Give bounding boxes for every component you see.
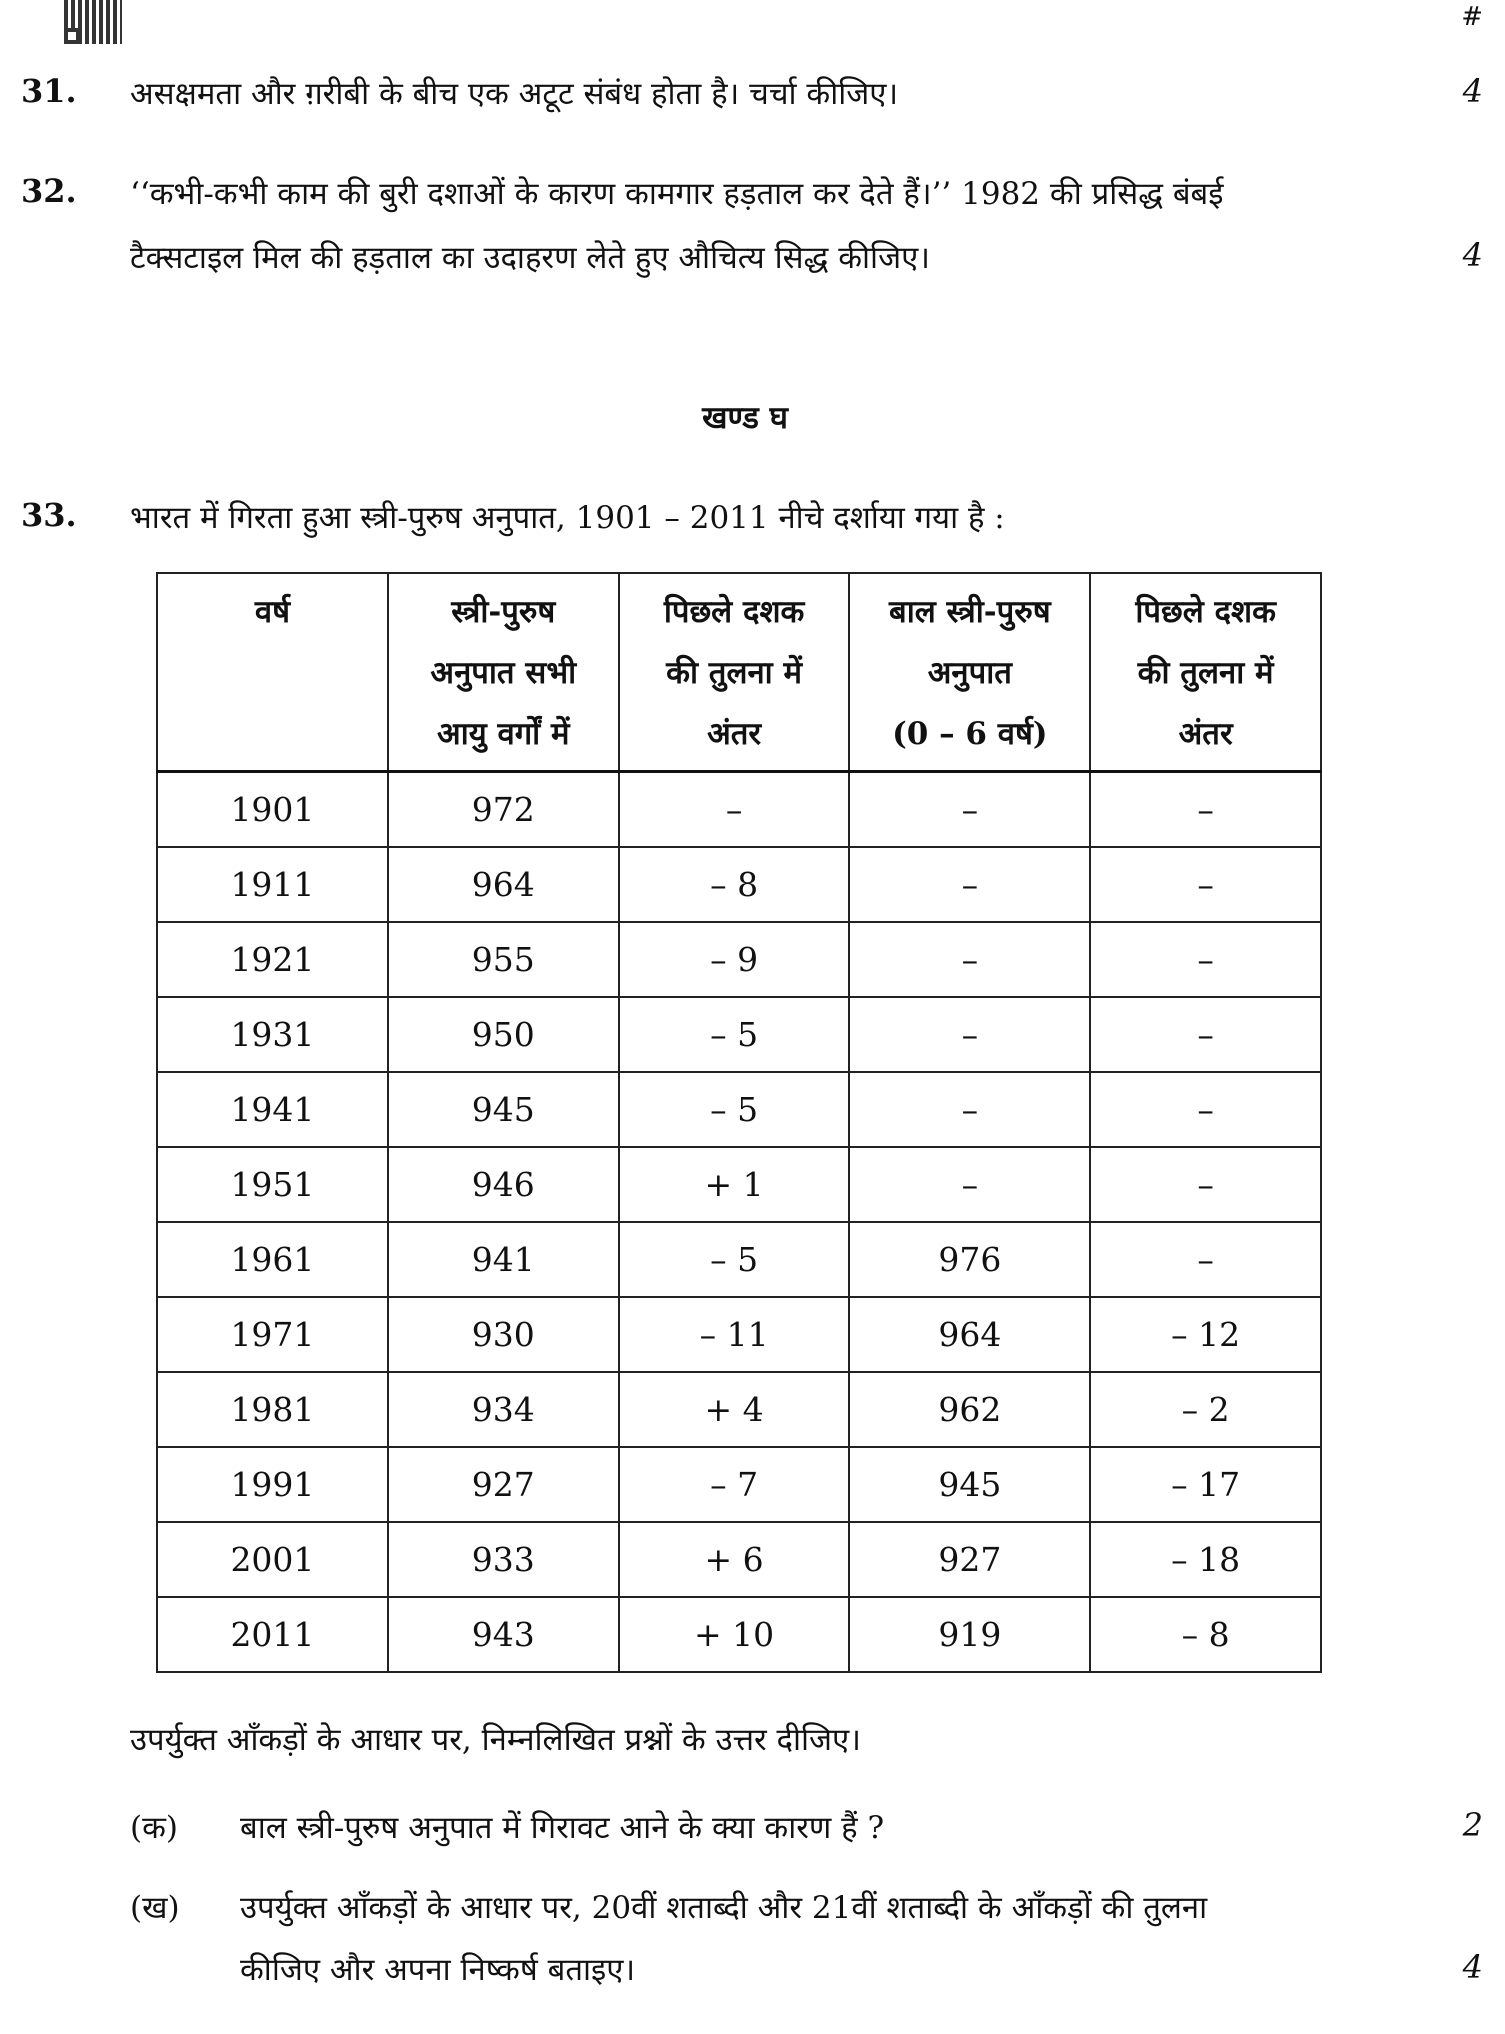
cell-sex-ratio: 934 [388, 1372, 619, 1447]
question-number: 33. [21, 496, 77, 534]
subquestion-marks: 4 [1462, 1948, 1483, 1986]
cell-sex-ratio: 941 [388, 1222, 619, 1297]
cell-sex-ratio: 943 [388, 1597, 619, 1672]
cell-child-decadal-change: – [1090, 997, 1321, 1072]
header-line: अनुपात सभी [430, 655, 577, 691]
table-row [157, 1522, 1321, 1597]
cell-child-sex-ratio: 964 [849, 1297, 1090, 1372]
cell-child-decadal-change: – 12 [1090, 1297, 1321, 1372]
cell-decadal-change: – 11 [619, 1297, 850, 1372]
cell-decadal-change: + 6 [619, 1522, 850, 1597]
cell-year: 1971 [157, 1297, 388, 1372]
cell-child-sex-ratio: – [849, 1072, 1090, 1147]
cell-year: 2011 [157, 1597, 388, 1672]
cell-sex-ratio: 927 [388, 1447, 619, 1522]
cell-child-sex-ratio: 962 [849, 1372, 1090, 1447]
cell-child-decadal-change: – [1090, 1222, 1321, 1297]
question-text-line-1: ‘‘कभी-कभी काम की बुरी दशाओं के कारण कामगार हड़ताल कर देते हैं।’’ 1982 की प्रसिद्ध बंबई [130, 176, 1224, 212]
cell-child-sex-ratio: 927 [849, 1522, 1090, 1597]
sub-prompt: उपर्युक्त आँकड़ों के आधार पर, निम्नलिखित प्रश्नों के उत्तर दीजिए। [130, 1722, 861, 1758]
question-marks: 4 [1462, 72, 1483, 110]
table-row [157, 1297, 1321, 1372]
question-intro: भारत में गिरता हुआ स्त्री-पुरुष अनुपात, 1901 – 2011 नीचे दर्शाया गया है : [130, 500, 1005, 536]
question-text-line-2: टैक्सटाइल मिल की हड़ताल का उदाहरण लेते हुए औचित्य सिद्ध कीजिए। [130, 240, 930, 276]
cell-child-sex-ratio: – [849, 922, 1090, 997]
table-row [157, 1147, 1321, 1222]
cell-decadal-change: – 9 [619, 922, 850, 997]
subquestion-text-line-1: उपर्युक्त आँकड़ों के आधार पर, 20वीं शताब्दी और 21वीं शताब्दी के आँकड़ों की तुलना [240, 1890, 1208, 1926]
cell-year: 1911 [157, 847, 388, 922]
cell-child-decadal-change: – 8 [1090, 1597, 1321, 1672]
cell-child-decadal-change: – [1090, 1147, 1321, 1222]
cell-sex-ratio: 955 [388, 922, 619, 997]
question-marks: 4 [1462, 236, 1483, 274]
table-row [157, 1222, 1321, 1297]
sex-ratio-table [156, 572, 1322, 1673]
table-row [157, 1072, 1321, 1147]
cell-sex-ratio: 946 [388, 1147, 619, 1222]
cell-year: 1941 [157, 1072, 388, 1147]
cell-year: 1981 [157, 1372, 388, 1447]
cell-decadal-change: + 10 [619, 1597, 850, 1672]
subquestion-label: (ख) [130, 1890, 180, 1926]
table-row [157, 847, 1321, 922]
cell-child-decadal-change: – [1090, 1072, 1321, 1147]
cell-decadal-change: + 4 [619, 1372, 850, 1447]
cell-decadal-change: – [619, 772, 850, 848]
cell-decadal-change: – 5 [619, 1222, 850, 1297]
cell-child-decadal-change: – 2 [1090, 1372, 1321, 1447]
question-number: 31. [21, 72, 77, 110]
table-row [157, 772, 1321, 848]
header-line: बाल स्त्री-पुरुष [889, 594, 1051, 630]
header-sex-ratio-all [388, 573, 619, 772]
header-line: अनुपात [927, 655, 1012, 691]
cell-year: 1991 [157, 1447, 388, 1522]
header-child-decadal-change [1090, 573, 1321, 772]
cell-child-decadal-change: – [1090, 772, 1321, 848]
header-line: पिछले दशक [1135, 594, 1276, 630]
question-number: 32. [21, 172, 77, 210]
cell-child-sex-ratio: 945 [849, 1447, 1090, 1522]
subquestion-text: बाल स्त्री-पुरुष अनुपात में गिरावट आने के क्या कारण हैं ? [240, 1810, 885, 1846]
header-line: अंतर [1178, 716, 1233, 752]
subquestion-text-line-2: कीजिए और अपना निष्कर्ष बताइए। [240, 1952, 636, 1988]
cell-year: 1921 [157, 922, 388, 997]
cell-child-decadal-change: – 18 [1090, 1522, 1321, 1597]
cell-sex-ratio: 972 [388, 772, 619, 848]
page-marker: # [1461, 2, 1483, 32]
cell-child-decadal-change: – [1090, 847, 1321, 922]
cell-decadal-change: – 5 [619, 1072, 850, 1147]
header-line: आयु वर्गों में [437, 716, 570, 752]
cell-decadal-change: – 7 [619, 1447, 850, 1522]
cell-sex-ratio: 964 [388, 847, 619, 922]
table-row [157, 1372, 1321, 1447]
question-text: असक्षमता और ग़रीबी के बीच एक अटूट संबंध होता है। चर्चा कीजिए। [130, 76, 899, 112]
header-decadal-change [619, 573, 850, 772]
table-row [157, 1447, 1321, 1522]
table-row [157, 997, 1321, 1072]
table-row [157, 1597, 1321, 1672]
header-line: पिछले दशक [663, 594, 805, 630]
header-line: की तुलना में [666, 655, 803, 691]
cell-year: 1951 [157, 1147, 388, 1222]
cell-child-sex-ratio: – [849, 772, 1090, 848]
cell-child-sex-ratio: 919 [849, 1597, 1090, 1672]
cell-year: 2001 [157, 1522, 388, 1597]
header-line: अंतर [707, 716, 762, 752]
cell-sex-ratio: 945 [388, 1072, 619, 1147]
cell-child-sex-ratio: – [849, 1147, 1090, 1222]
cell-child-sex-ratio: – [849, 997, 1090, 1072]
subquestion-marks: 2 [1462, 1806, 1483, 1844]
cell-sex-ratio: 950 [388, 997, 619, 1072]
table-header-row [157, 573, 1321, 772]
cell-sex-ratio: 933 [388, 1522, 619, 1597]
qr-code [64, 0, 122, 44]
cell-sex-ratio: 930 [388, 1297, 619, 1372]
cell-child-decadal-change: – 17 [1090, 1447, 1321, 1522]
header-child-sex-ratio [849, 573, 1090, 772]
cell-decadal-change: – 5 [619, 997, 850, 1072]
cell-year: 1901 [157, 772, 388, 848]
cell-child-sex-ratio: 976 [849, 1222, 1090, 1297]
cell-child-decadal-change: – [1090, 922, 1321, 997]
cell-decadal-change: – 8 [619, 847, 850, 922]
cell-child-sex-ratio: – [849, 847, 1090, 922]
subquestion-label: (क) [130, 1810, 178, 1846]
header-line: की तुलना में [1137, 655, 1274, 691]
cell-year: 1961 [157, 1222, 388, 1297]
header-line: वर्ष [254, 594, 290, 630]
section-title: खण्ड घ [702, 400, 788, 436]
table-row [157, 922, 1321, 997]
header-line: (0 – 6 वर्ष) [892, 716, 1048, 752]
cell-decadal-change: + 1 [619, 1147, 850, 1222]
header-year [157, 573, 388, 772]
header-line: स्त्री-पुरुष [451, 594, 556, 630]
cell-year: 1931 [157, 997, 388, 1072]
